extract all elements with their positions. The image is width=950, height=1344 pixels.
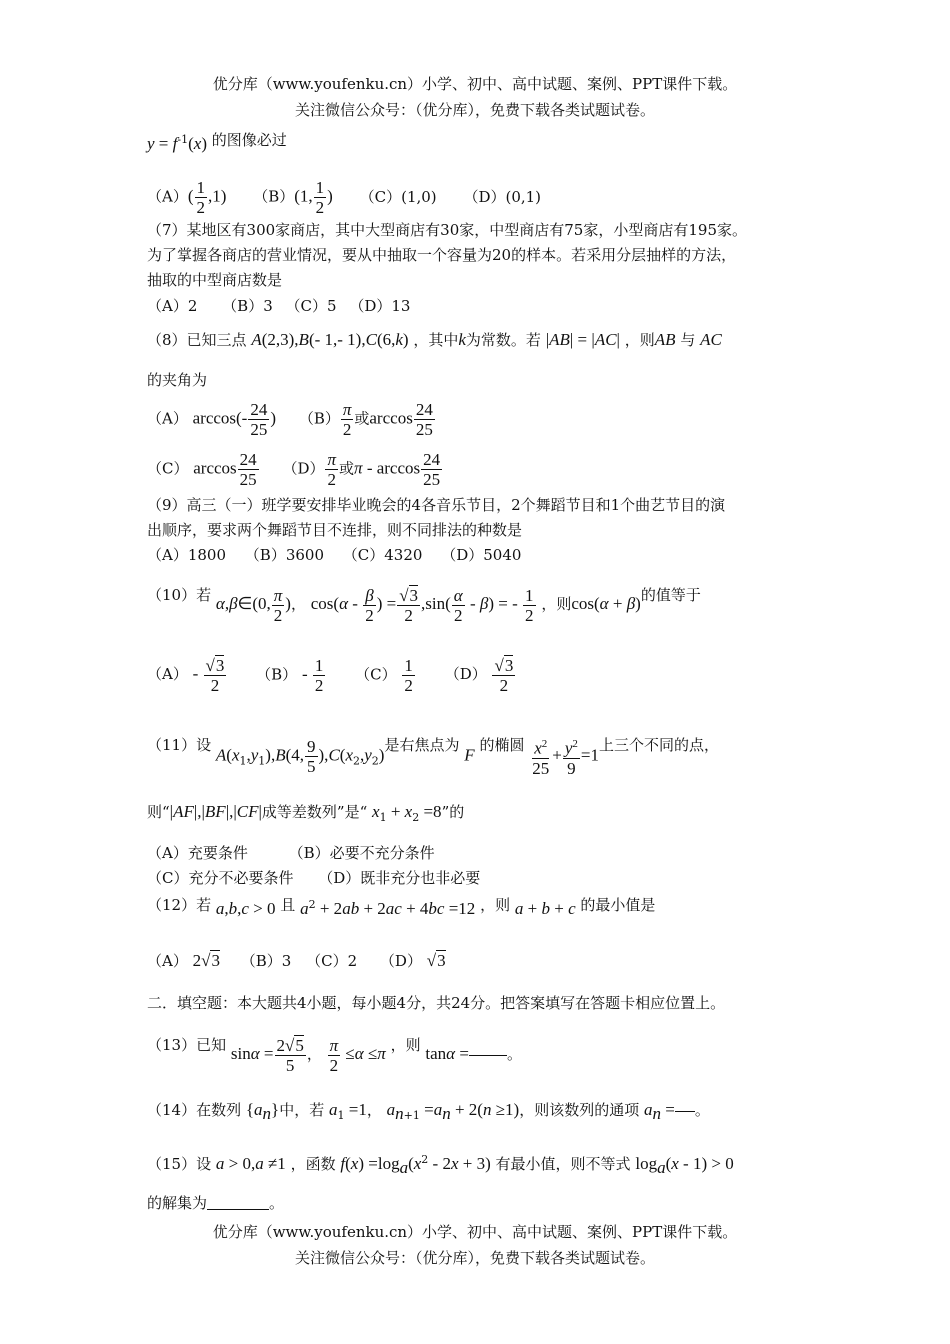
q15-stem: （15）设 a > 0,a ≠1 ，函数 $f(x) =\log_a(x^2 - 2x + 3)$ 有最小值，则不等式 $\log_a(x - 1) > 0$: [147, 1153, 734, 1177]
q7-option-a: （A）2: [147, 297, 198, 315]
q9-options: [147, 545, 521, 565]
q11-line-2: 则“|AF|,|BF|,|CF|成等差数列”是“ $x_1 + x_2 =8$”的: [147, 802, 465, 824]
q8-stem: （8）已知三点 A(2,3),B(- 1,- 1),C(6,k) ，其中k为常数。若 |AB| = |AC| ，则AB 与 AC: [147, 330, 722, 349]
q6-stem: $y = f^{-1}(x)$ 的图像必过: [147, 131, 287, 153]
q12-option-d: （D） √3: [379, 951, 446, 970]
q8-option-c: （C） arccos $\frac{24}{25}$: [147, 450, 257, 489]
q12-stem: （12）若 a,b,c > 0 且 $a^2 + 2ab + 2ac + 4bc =12$ ，则 a + b + c 的最小值是: [147, 896, 656, 918]
q8-option-b: （B） $\frac{\pi}{2}$ 或arccos $\frac{24}{25}$: [298, 400, 433, 439]
q6-options: [147, 178, 541, 217]
q12-option-b: （B）3: [240, 952, 292, 970]
q8-options-cd: [147, 450, 443, 489]
q15-answer-blank[interactable]: [207, 1208, 269, 1210]
q11-option-c: （C）充分不必要条件: [147, 869, 294, 887]
q9-option-d: （D）5040: [441, 546, 522, 564]
q9-option-b: （B）3600: [244, 546, 324, 564]
q11-option-a: （A）充要条件: [147, 844, 248, 862]
section-2-title: 二．填空题：本大题共4小题，每小题4分，共24分。把答案填写在答题卡相应位置上。: [147, 994, 726, 1012]
q11-option-b: （B）必要不充分条件: [288, 844, 435, 862]
footer-line-1: 优分库（www.youfenku.cn）小学、初中、高中试题、案例、PPT课件下载。: [212, 1223, 738, 1241]
q13-stem: （13）已知 sinα = $\frac{2√5}{5}$ ， $\frac{\pi}{2}$ ≤α ≤π ，则 tanα = 。: [147, 1035, 522, 1075]
q7-option-d: （D）13: [349, 297, 411, 315]
q6-option-b: （B）(1, $\frac{1}{2}$ ): [253, 178, 333, 217]
q7-option-b: （B）3: [222, 297, 273, 315]
q7-options: [147, 296, 410, 316]
q7-option-c: （C）5: [285, 297, 337, 315]
q8-options-ab: [147, 400, 436, 439]
q14-answer-blank[interactable]: [675, 1110, 695, 1112]
header-line-1: 优分库（www.youfenku.cn）小学、初中、高中试题、案例、PPT课件下载。: [212, 75, 738, 93]
q13-answer-blank[interactable]: [469, 1054, 507, 1056]
q6-option-c: （C）(1,0): [359, 187, 437, 206]
q10-option-b: （B） - $\frac{1}{2}$: [256, 655, 324, 695]
q11-option-d: （D）既非充分也非必要: [318, 869, 481, 887]
q9-line-2: 出顺序，要求两个舞蹈节目不连排，则不同排法的种数是: [147, 521, 523, 539]
q7-line-1: （7）某地区有300家商店，其中大型商店有30家，中型商店有75家，小型商店有195家。: [147, 221, 747, 239]
q10-stem: （10）若 α,β∈(0, $\frac{\pi}{2}$ )， cos(α - $\frac{\beta}{2}$ ) = $\frac{√3}{2}$ ,sin( $\frac{\alpha}{2}$ - β) = - $\frac{1}{2}$ ，则cos(α + β)的值等于: [147, 585, 701, 625]
q12-options: [147, 950, 446, 971]
q9-option-a: （A）1800: [147, 546, 227, 564]
footer-line-2: 关注微信公众号：（优分库），免费下载各类试题试卷。: [294, 1249, 655, 1267]
q6-option-a: （A）( $\frac{1}{2}$ ,1): [147, 178, 227, 217]
q8-option-a: （A） arccos(- $\frac{24}{25}$ ): [147, 400, 277, 439]
q8-option-d: （D） $\frac{\pi}{2}$ 或π - arccos $\frac{24}{25}$: [282, 450, 441, 489]
q7-line-3: 抽取的中型商店数是: [147, 271, 283, 289]
q7-line-2: 为了掌握各商店的营业情况，要从中抽取一个容量为20的样本。若采用分层抽样的方法，: [147, 246, 737, 264]
q9-option-c: （C）4320: [342, 546, 423, 564]
q15-line-2: 的解集为 。: [147, 1194, 285, 1212]
q11-stem: （11）设 $A(x_1,y_1),B(4$, $\frac{9}{5}$ )$,C(x_2,y_2)$是右焦点为 F 的椭圆 $\frac{x^2}{25}$ + $\frac{y^2}{9}$ =1上三个不同的点，: [147, 736, 719, 778]
q10-option-d: （D） $\frac{√3}{2}$: [444, 656, 514, 695]
q10-option-c: （C） $\frac{1}{2}$: [355, 655, 413, 695]
q10-options: [147, 655, 516, 695]
q12-option-c: （C）2: [306, 952, 358, 970]
q6-option-d: （D）(0,1): [463, 187, 542, 206]
q11-options-ab: [147, 843, 435, 863]
q6-stem-text: 的图像必过: [211, 131, 287, 149]
q14-stem: （14）在数列 $\{a_n\}$中，若 $a_1 =1$， $a_{n+1} =a_n + 2(n \ge 1)$，则该数列的通项 $a_n$ = 。: [147, 1100, 710, 1123]
q9-line-1: （9）高三（一）班学要安排毕业晚会的4各音乐节目，2个舞蹈节目和1个曲艺节目的演: [147, 496, 726, 514]
q8-line-2: 的夹角为: [147, 371, 208, 389]
q11-options-cd: [147, 868, 480, 888]
q12-option-a: （A） 2√3: [147, 951, 220, 970]
header-line-2: 关注微信公众号：（优分库），免费下载各类试题试卷。: [294, 101, 655, 119]
q10-option-a: （A） - $\frac{√3}{2}$: [147, 656, 225, 695]
